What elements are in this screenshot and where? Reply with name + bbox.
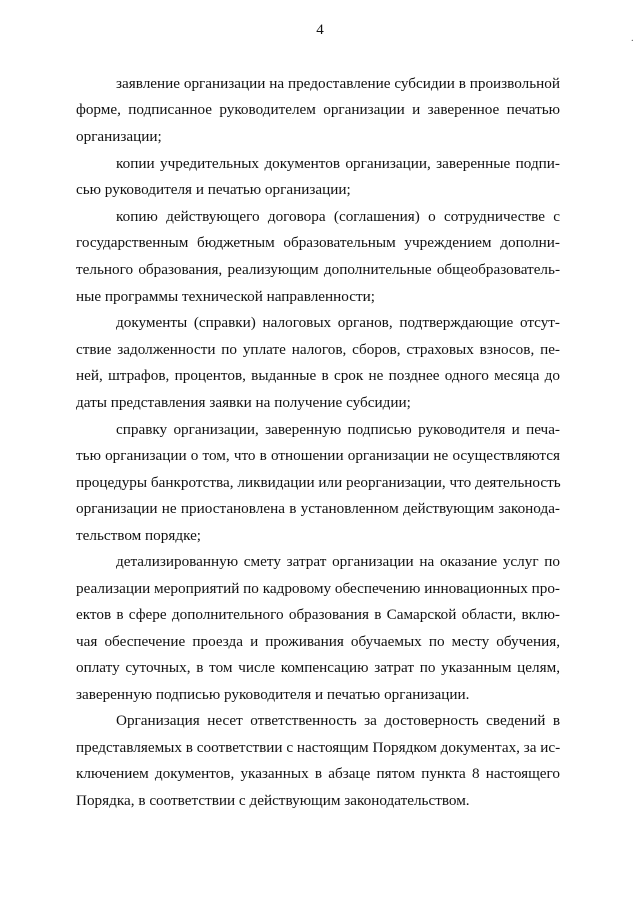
- text-line: заявление организации на предоставление субсидии в произвольной: [116, 75, 560, 92]
- corner-mark: ·: [630, 36, 634, 47]
- text-line: ные программы технической направленности;: [76, 288, 375, 305]
- text-line: оплату суточных, в том числе компенсацию затрат по указанным целям,: [76, 659, 560, 676]
- text-line: процедуры банкротства, ликвидации или реорганизации, что деятельность: [76, 474, 561, 491]
- text-line: ключением документов, указанных в абзаце пятом пункта 8 настоящего: [76, 765, 560, 782]
- text-line: Организация несет ответственность за достоверность сведений в: [116, 712, 560, 729]
- text-line: ней, штрафов, процентов, выданные в срок не позднее одного месяца до: [76, 367, 560, 384]
- text-line: ствие задолженности по уплате налогов, сборов, страховых взносов, пе-: [76, 341, 560, 358]
- text-line: копии учредительных документов организации, заверенные подпи-: [116, 155, 560, 172]
- text-line: сью руководителя и печатью организации;: [76, 181, 351, 198]
- text-line: тельством порядке;: [76, 527, 202, 544]
- text-line: чая обеспечение проезда и проживания обучаемых по месту обучения,: [76, 633, 560, 650]
- text-line: Порядка, в соответствии с действующим законодательством.: [76, 792, 470, 809]
- text-line: справку организации, заверенную подписью руководителя и печа-: [116, 421, 560, 438]
- text-line: документы (справки) налоговых органов, подтверждающие отсут-: [116, 314, 560, 331]
- text-line: организации не приостановлена в установленном действующим законода-: [76, 500, 560, 517]
- text-line: заверенную подписью руководителя и печатью организации.: [76, 686, 470, 703]
- text-line: ектов в сфере дополнительного образования в Самарской области, вклю-: [76, 606, 560, 623]
- page-number: 4: [316, 22, 324, 38]
- text-line: тельного образования, реализующим дополнительные общеобразователь-: [76, 261, 560, 278]
- text-line: даты представления заявки на получение субсидии;: [76, 394, 411, 411]
- text-line: представляемых в соответствии с настоящим Порядком документах, за ис-: [76, 739, 561, 756]
- text-line: детализированную смету затрат организации на оказание услуг по: [116, 553, 560, 570]
- text-line: государственным бюджетным образовательным учреждением дополни-: [76, 234, 560, 251]
- text-line: копию действующего договора (соглашения) о сотрудничестве с: [116, 208, 560, 225]
- text-line: организации;: [76, 128, 162, 145]
- text-line: тью организации о том, что в отношении организации не осуществляются: [76, 447, 560, 464]
- text-line: форме, подписанное руководителем организации и заверенное печатью: [76, 101, 560, 118]
- text-line: реализации мероприятий по кадровому обеспечению инновационных про-: [76, 580, 560, 597]
